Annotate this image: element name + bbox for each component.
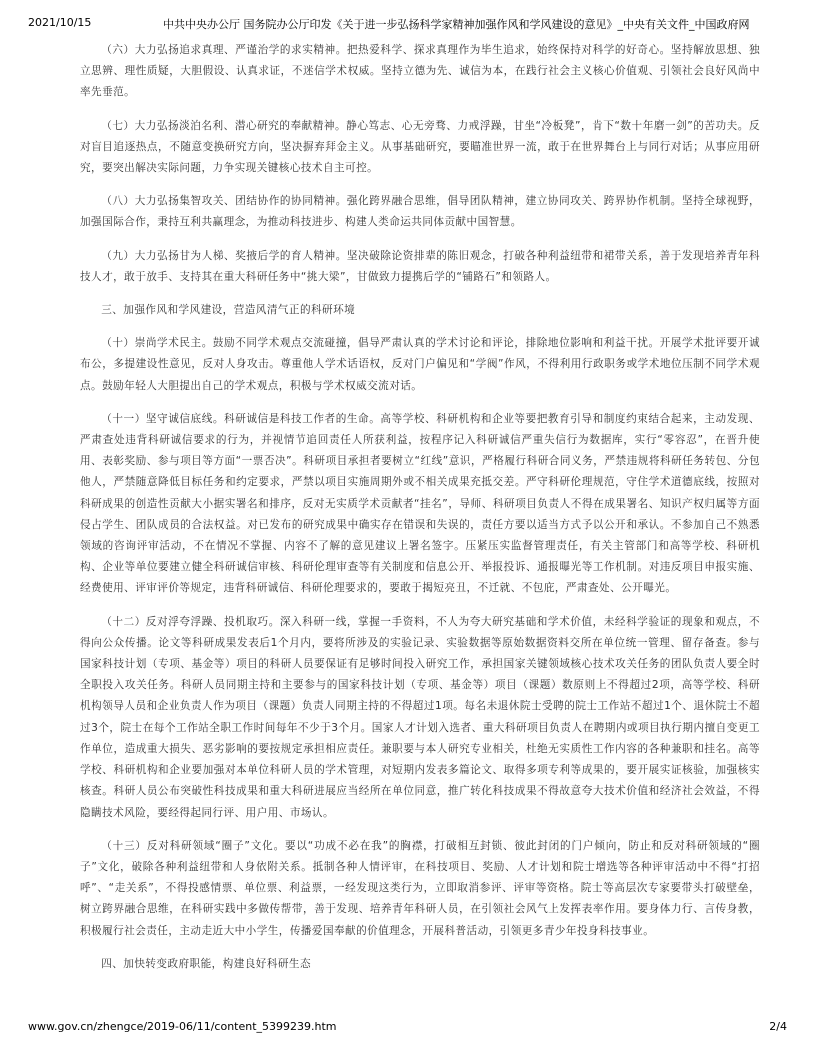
print-footer	[28, 1020, 787, 1036]
paragraph-6: （六）大力弘扬追求真理、严谨治学的求实精神。把热爱科学、探求真理作为毕生追求，始终保持对科学的好奇心。坚持解放思想、独立思辨、理性质疑，大胆假设、认真求证，不迷信学术权威。坚持立德为先、诚信为本，在践行社会主义核心价值观、引领社会良好风尚中率先垂范。	[80, 44, 760, 99]
print-date: 2021/10/15	[28, 16, 92, 29]
paragraph-10: （十）崇尚学术民主。鼓励不同学术观点交流碰撞，倡导严肃认真的学术讨论和评论，排除地位影响和利益干扰。开展学术批评要开诚布公，多提建设性意见，反对人身攻击。尊重他人学术话语权，反对门户偏见和“学阀”作风，不得利用行政职务或学术地位压制不同学术观点。鼓励年轻人大胆提出自己的学术观点，积极与学术权威交流对话。	[80, 337, 760, 392]
page-url: www.gov.cn/zhengce/2019-06/11/content_5399239.htm	[28, 1020, 337, 1033]
page-number: 2/4	[769, 1020, 787, 1033]
paragraph-13: （十三）反对科研领域“圈子”文化。要以“功成不必在我”的胸襟，打破相互封锁、彼此封闭的门户倾向，防止和反对科研领域的“圈子”文化，破除各种利益纽带和人身依附关系。抵制各种人情评审，在科技项目、奖励、人才计划和院士增选等各种评审活动中不得“打招呼”、“走关系”，不得投感情票、单位票、利益票，一经发现这类行为，立即取消参评、评审等资格。院士等高层次专家要带头打破壁垒，树立跨界融合思维，在科研实践中多做传帮带，善于发现、培养青年科研人员，在引领社会风气上发挥表率作用。要身体力行、言传身教，积极履行社会责任，主动走近大中小学生，传播爱国奉献的价值理念，开展科普活动，引领更多青少年投身科技事业。	[80, 839, 760, 937]
section-heading-3: 三、加强作风和学风建设，营造风清气正的科研环境	[101, 304, 356, 317]
paragraph-9: （九）大力弘扬甘为人梯、奖掖后学的育人精神。坚决破除论资排辈的陈旧观念，打破各种利益纽带和裙带关系，善于发现培养青年科技人才，敢于放手、支持其在重大科研任务中“挑大梁”，甘做致力提携后学的“铺路石”和领路人。	[80, 249, 760, 283]
paragraph-8: （八）大力弘扬集智攻关、团结协作的协同精神。强化跨界融合思维，倡导团队精神，建立协同攻关、跨界协作机制。坚持全球视野，加强国际合作，秉持互利共赢理念，为推动科技进步、构建人类命运共同体贡献中国智慧。	[80, 195, 760, 229]
paragraph-7: （七）大力弘扬淡泊名利、潜心研究的奉献精神。静心笃志、心无旁骛、力戒浮躁，甘坐“冷板凳”，肯下“数十年磨一剑”的苦功夫。反对盲目追逐热点，不随意变换研究方向，坚决摒弃拜金主义。从事基础研究，要瞄准世界一流，敢于在世界舞台上与同行对话；从事应用研究，要突出解决实际问题，力争实现关键核心技术自主可控。	[80, 119, 760, 175]
paragraph-12: （十二）反对浮夸浮躁、投机取巧。深入科研一线，掌握一手资料，不人为夸大研究基础和学术价值，未经科学验证的现象和观点，不得向公众传播。论文等科研成果发表后1个月内，要将所涉及的实验记录、实验数据等原始数据资料交所在单位统一管理、留存备查。参与国家科技计划（专项、基金等）项目的科研人员要保证有足够时间投入研究工作，承担国家关键领域核心技术攻关任务的团队负责人要全时全职投入攻关任务。科研人员同期主持和主要参与的国家科技计划（专项、基金等）项目（课题）数原则上不得超过2项，高等学校、科研机构领导人员和企业负责人作为项目（课题）负责人同期主持的不得超过1项。每名未退休院士受聘的院士工作站不超过1个、退休院士不超过3个，院士在每个工作站全职工作时间每年不少于3个月。国家人才计划入选者、重大科研项目负责人在聘期内或项目执行期内擅自变更工作单位，造成重大损失、恶劣影响的要按规定承担相应责任。兼职要与本人研究专业相关，杜绝无实质性工作内容的各种兼职和挂名。高等学校、科研机构和企业要加强对本单位科研人员的学术管理，对短期内发表多篇论文、取得多项专利等成果的，要开展实证核验，加强核实核查。科研人员公布突破性科技成果和重大科研进展应当经所在单位同意，推广转化科技成果不得故意夸大技术价值和经济社会效益，不得隐瞒技术风险，要经得起同行评、用户用、市场认。	[80, 615, 760, 819]
document-title: 中共中央办公厅 国务院办公厅印发《关于进一步弘扬科学家精神加强作风和学风建设的意见》_中央有关文件_中国政府网	[163, 18, 750, 31]
paragraph-11: （十一）坚守诚信底线。科研诚信是科技工作者的生命。高等学校、科研机构和企业等要把教育引导和制度约束结合起来，主动发现、严肃查处违背科研诚信要求的行为，并视情节追回责任人所获利益，按程序记入科研诚信严重失信行为数据库，实行“零容忍”，在晋升使用、表彰奖励、参与项目等方面“一票否决”。科研项目承担者要树立“红线”意识，严格履行科研合同义务，严禁违规将科研任务转包、分包他人，严禁随意降低目标任务和约定要求，严禁以项目实施周期外或不相关成果充抵交差。严守科研伦理规范，守住学术道德底线，按照对科研成果的创造性贡献大小据实署名和排序，反对无实质学术贡献者“挂名”，导师、科研项目负责人不得在成果署名、知识产权归属等方面侵占学生、团队成员的合法权益。对已发布的研究成果中确实存在错误和失误的，责任方要以适当方式予以公开和承认。不参加自己不熟悉领域的咨询评审活动，不在情况不掌握、内容不了解的意见建议上署名签字。压紧压实监督管理责任，有关主管部门和高等学校、科研机构、企业等单位要建立健全科研诚信审核、科研伦理审查等有关制度和信息公开、举报投诉、通报曝光等工作机制。对违反项目申报实施、经费使用、评审评价等规定，违背科研诚信、科研伦理要求的，要敢于揭短亮丑，不迁就、不包庇，严肃查处、公开曝光。	[80, 412, 760, 595]
section-heading-4: 四、加快转变政府职能，构建良好科研生态	[101, 957, 312, 970]
print-header	[28, 16, 787, 32]
article-body	[80, 40, 760, 987]
